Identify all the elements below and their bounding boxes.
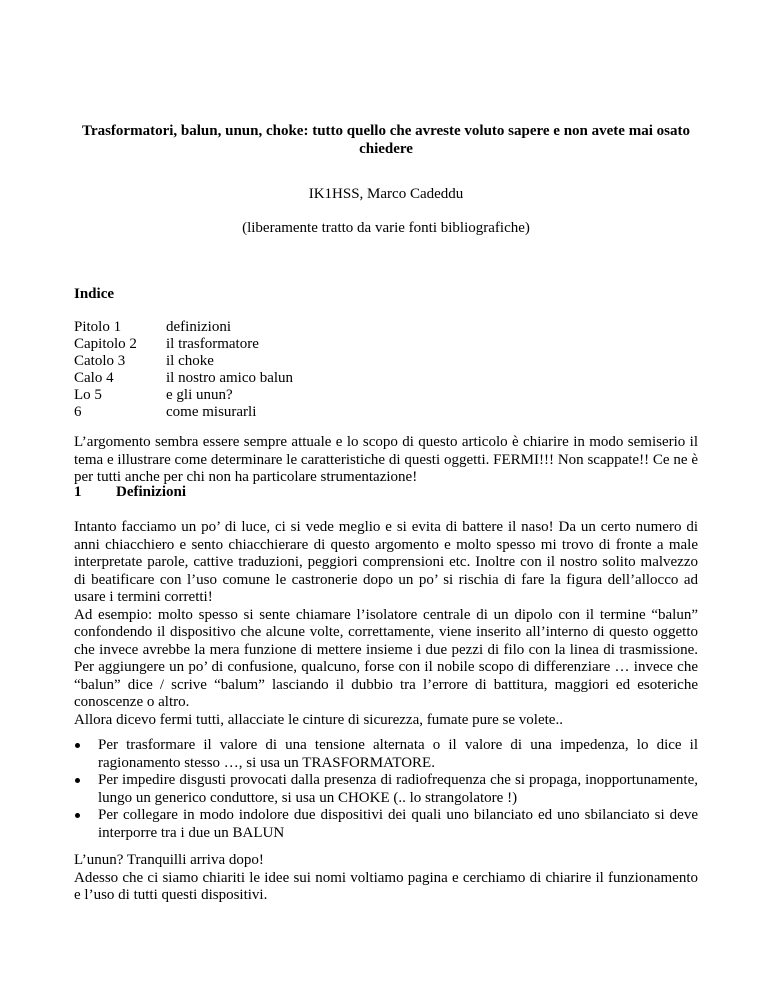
toc-chapter-title: definizioni: [166, 319, 231, 335]
toc-chapter-title: il trasformatore: [166, 336, 259, 352]
intro-section: [74, 434, 698, 487]
toc-chapter-number: Calo 4: [74, 370, 114, 386]
table-of-contents: [74, 319, 698, 421]
body-paragraph: Allora dicevo fermi tutti, allacciate le cinture di sicurezza, fumate pure se volete..: [74, 711, 563, 728]
toc-row: [74, 336, 698, 353]
toc-row: [74, 404, 698, 421]
body-paragraph: Intanto facciamo un po’ di luce, ci si vede meglio e si evita di battere il naso! Da un certo numero di anni chiacchiero e sento chiacchierare di questo argomento e molto spesso mi trovo di fronte a male interpretate parole, cattive traduzioni, peggiori comprensioni etc. Inoltre con il nostro solito malvezzo di beatificare con l’uso comune le castronerie dopo un po’ si rischia di fare la figura dell’allocco ad usare i termini corretti!: [74, 519, 698, 605]
section-number: 1: [74, 484, 82, 500]
toc-chapter-number: Lo 5: [74, 387, 102, 403]
toc-row: [74, 319, 698, 336]
toc-chapter-number: 6: [74, 404, 82, 420]
bullet-list: [74, 737, 698, 842]
list-item-text: Per trasformare il valore di una tensione alternata o il valore di una impedenza, lo dice il ragionamento stesso …, si usa un TRASFORMATORE.: [98, 737, 698, 771]
closing-section: [74, 852, 698, 905]
toc-row: [74, 387, 698, 404]
toc-chapter-title: e gli unun?: [166, 387, 233, 403]
toc-chapter-title: il choke: [166, 353, 214, 369]
toc-row: [74, 353, 698, 370]
toc-chapter-number: Catolo 3: [74, 353, 126, 369]
document-author: IK1HSS, Marco Cadeddu: [308, 186, 464, 202]
section-body: [74, 519, 698, 729]
closing-paragraph: L’unun? Tranquilli arriva dopo!: [74, 852, 264, 868]
source-note: (liberamente tratto da varie fonti bibliografiche): [242, 220, 530, 236]
list-item: [74, 807, 698, 842]
list-item-text: Per collegare in modo indolore due dispositivi dei quali uno bilanciato ed uno sbilanciato si deve interporre tra i due un BALUN: [98, 807, 698, 841]
list-item-text: Per impedire disgusti provocati dalla presenza di radiofrequenza che si propaga, inopportunamente, lungo un generico conduttore, si usa un CHOKE (.. lo strangolatore !): [98, 772, 698, 806]
closing-paragraph: Adesso che ci siamo chiariti le idee sui nomi voltiamo pagina e cerchiamo di chiarire il funzionamento e l’uso di tutti questi dispositivi.: [74, 869, 698, 903]
list-item: [74, 772, 698, 807]
list-item: [74, 737, 698, 772]
index-heading: Indice: [74, 286, 115, 302]
section-heading: [74, 484, 186, 502]
toc-row: [74, 370, 698, 387]
section-title: Definizioni: [116, 484, 186, 500]
toc-chapter-title: il nostro amico balun: [166, 370, 294, 386]
intro-paragraph: L’argomento sembra essere sempre attuale e lo scopo di questo articolo è chiarire in modo semiserio il tema e illustrare come determinare le caratteristiche di questi oggetti. FERMI!!! Non scappate!! Ce ne è per tutti anche per chi non ha particolare strumentazione!: [74, 434, 698, 485]
toc-chapter-title: come misurarli: [166, 404, 257, 420]
toc-chapter-number: Pitolo 1: [74, 319, 122, 335]
bullet-icon: [75, 813, 80, 818]
document-title: Trasformatori, balun, unun, choke: tutto quello che avreste voluto sapere e non avete mai osato chiedere: [82, 123, 690, 157]
toc-chapter-number: Capitolo 2: [74, 336, 137, 352]
body-paragraph: Ad esempio: molto spesso si sente chiamare l’isolatore centrale di un dipolo con il termine “balun” confondendo il dispositivo che alcune volte, correttamente, viene inserito all’interno di questo oggetto che invece avrebbe la mera funzione di mettere insieme i due pezzi di filo con la linea di trasmissione. Per aggiungere un po’ di confusione, qualcuno, forse con il nobile scopo di differenziare … invece che “balun” dice / scrive “balum” lasciando il dubbio tra l’errore di battitura, maggiori ed esoteriche conoscenze o altro.: [74, 606, 698, 710]
bullet-icon: [75, 778, 80, 783]
bullet-icon: [75, 743, 80, 748]
